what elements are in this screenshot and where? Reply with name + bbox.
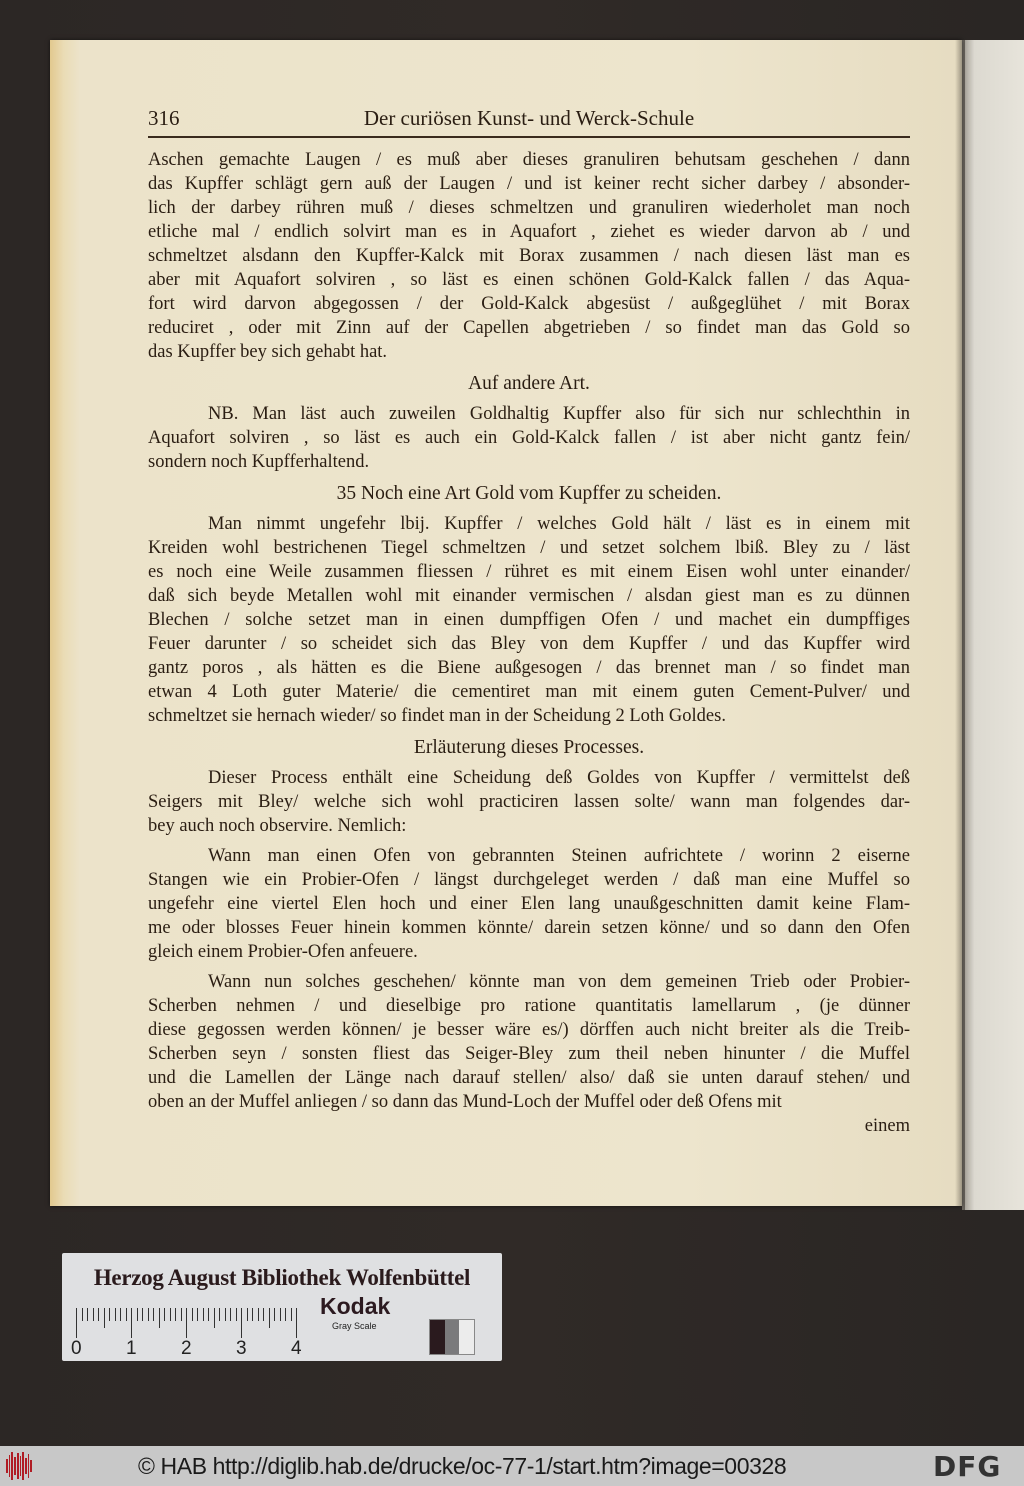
text-line: Kreiden wohl bestrichenen Tiegel schmeltzen / und setzet solchem lbiß. Bley zu / läst bbox=[148, 538, 910, 558]
logo-bar bbox=[11, 1452, 13, 1480]
swatch-light bbox=[459, 1320, 474, 1354]
copyright-url[interactable]: © HAB http://diglib.hab.de/drucke/oc-77-1/start.htm?image=00328 bbox=[138, 1453, 787, 1479]
page-text bbox=[148, 104, 910, 1138]
header-rule bbox=[148, 136, 910, 138]
ruler-tick bbox=[76, 1308, 77, 1338]
ruler-tick bbox=[181, 1308, 182, 1321]
section-heading: 35 Noch eine Art Gold vom Kupffer zu scheiden. bbox=[336, 483, 722, 504]
text-line: schmeltzet sie hernach wieder/ so findet man in der Scheidung 2 Loth Goldes. bbox=[148, 706, 726, 726]
ruler-tick bbox=[192, 1308, 193, 1321]
logo-bar bbox=[22, 1452, 24, 1480]
logo-bar bbox=[17, 1453, 19, 1479]
ruler-tick bbox=[247, 1308, 248, 1321]
ruler-tick bbox=[291, 1308, 292, 1321]
text-line: das Kupffer schlägt gern auß der Laugen / und ist keiner recht sicher darbey / absonder- bbox=[148, 174, 910, 194]
ruler-tick bbox=[186, 1308, 187, 1338]
ruler-tick bbox=[296, 1308, 297, 1338]
ruler-tick bbox=[258, 1308, 259, 1321]
text-line: daß sich beyde Metallen wohl mit einander vermischen / alsdan giest man es zu dünnen bbox=[148, 586, 910, 606]
ruler-tick bbox=[115, 1308, 116, 1321]
text-line: reduciret , oder mit Zinn auf der Capellen abgetrieben / so findet man das Gold so bbox=[148, 318, 910, 338]
ruler-tick bbox=[203, 1308, 204, 1321]
text-line: sondern noch Kupfferhaltend. bbox=[148, 452, 370, 472]
text-line: bey auch noch observire. Nemlich: bbox=[148, 816, 407, 836]
gray-scale-swatch bbox=[429, 1319, 475, 1355]
text-line: Aquafort solviren , so läst es auch ein Gold-Kalck fallen / ist aber nicht gantz fein/ bbox=[148, 428, 910, 448]
logo-bar bbox=[20, 1456, 22, 1476]
ruler-tick bbox=[197, 1308, 198, 1321]
section-heading: Auf andere Art. bbox=[468, 373, 590, 394]
page-gutter-shadow bbox=[955, 40, 965, 1210]
ruler-tick bbox=[274, 1308, 275, 1321]
text-line: oben an der Muffel anliegen / so dann das Mund-Loch der Muffel oder deß Ofens mit bbox=[148, 1092, 782, 1112]
paragraph bbox=[148, 844, 910, 964]
text-line: und die Lamellen der Länge nach darauf stellen/ also/ daß sie unten darauf stehen/ und bbox=[148, 1068, 910, 1088]
catchword: einem bbox=[864, 1116, 910, 1136]
ruler-tick bbox=[225, 1308, 226, 1321]
text-line: diese gegossen werden können/ je besser wäre es/) dörffen auch nicht breiter als die Treib- bbox=[148, 1020, 910, 1040]
text-line: das Kupffer bey sich gehabt hat. bbox=[148, 342, 388, 362]
gray-scale-label: Gray Scale bbox=[332, 1321, 377, 1331]
ruler-tick bbox=[219, 1308, 220, 1321]
ruler-tick bbox=[87, 1308, 88, 1321]
paragraph bbox=[148, 970, 910, 1114]
page-number: 316 bbox=[148, 106, 180, 130]
ruler-tick bbox=[148, 1308, 149, 1321]
text-line: NB. Man läst auch zuweilen Goldhaltig Kupffer also für sich nur schlechthin in bbox=[208, 404, 910, 424]
text-line: Scherben seyn / sonsten fliest das Seiger-Bley zum theil neben hinunter / die Muffel bbox=[148, 1044, 910, 1064]
text-line: Wann man einen Ofen von gebrannten Steinen aufrichtete / worinn 2 eiserne bbox=[208, 846, 910, 866]
ruler-tick bbox=[164, 1308, 165, 1321]
hab-logo-icon bbox=[6, 1452, 32, 1480]
running-header bbox=[148, 104, 910, 132]
paragraph bbox=[148, 402, 910, 474]
ruler-tick bbox=[159, 1308, 160, 1328]
text-line: gantz poros , als hätten es die Biene außgesogen / das brennet man / so findet man bbox=[148, 658, 910, 678]
running-title: Der curiösen Kunst- und Werck-Schule bbox=[363, 106, 695, 130]
ruler-label: 3 bbox=[236, 1338, 247, 1359]
text-line: lich der darbey rühren muß / dieses schmeltzen und granuliren wiederholet man noch bbox=[148, 198, 910, 218]
ruler-tick bbox=[252, 1308, 253, 1321]
ruler-tick bbox=[131, 1308, 132, 1338]
ruler-tick bbox=[214, 1308, 215, 1328]
text-line: Stangen wie ein Probier-Ofen / längst durchgeleget werden / daß man eine Muffel so bbox=[148, 870, 910, 890]
facing-page-edge bbox=[962, 40, 1024, 1210]
ruler-tick bbox=[208, 1308, 209, 1321]
ruler-tick bbox=[109, 1308, 110, 1321]
ruler-label: 2 bbox=[181, 1338, 192, 1359]
ruler-tick bbox=[137, 1308, 138, 1321]
text-line: aber mit Aquafort solviren , so läst es einen schönen Gold-Kalck fallen / das Aqua- bbox=[148, 270, 910, 290]
ruler-tick bbox=[280, 1308, 281, 1321]
logo-bar bbox=[28, 1454, 30, 1478]
ruler-tick bbox=[241, 1308, 242, 1338]
text-line: fort wird darvon abgegossen / der Gold-Kalck abgesüst / außgeglühet / mit Borax bbox=[148, 294, 910, 314]
ruler-tick bbox=[93, 1308, 94, 1321]
paragraph bbox=[148, 512, 910, 728]
text-line: Dieser Process enthält eine Scheidung deß Goldes von Kupffer / vermittelst deß bbox=[208, 768, 910, 788]
text-line: Feuer darunter / so scheidet sich das Bley von dem Kupffer / und das Kupffer wird bbox=[148, 634, 910, 654]
ruler-tick bbox=[263, 1308, 264, 1321]
logo-bar bbox=[30, 1460, 32, 1472]
ruler-label: 0 bbox=[71, 1338, 82, 1359]
paragraph bbox=[148, 766, 910, 838]
swatch-dark bbox=[430, 1320, 445, 1354]
ruler-tick bbox=[142, 1308, 143, 1321]
ruler-tick bbox=[98, 1308, 99, 1321]
footer-bar bbox=[0, 1446, 1024, 1486]
logo-bar bbox=[25, 1458, 27, 1474]
dfg-logo: DFG bbox=[933, 1450, 1002, 1483]
text-line: gleich einem Probier-Ofen anfeuere. bbox=[148, 942, 418, 962]
logo-bar bbox=[6, 1459, 8, 1473]
section-heading: Erläuterung dieses Processes. bbox=[413, 737, 645, 758]
ruler-tick bbox=[82, 1308, 83, 1321]
text-line: Scherben nehmen / und dieselbige pro ratione quantitatis lamellarum , (je dünner bbox=[148, 996, 910, 1016]
ruler-label: 1 bbox=[126, 1338, 137, 1359]
text-line: etliche mal / endlich solvirt man es in Aquafort , ziehet es wieder darvon ab / und bbox=[148, 222, 910, 242]
library-color-card bbox=[62, 1253, 502, 1361]
ruler-label: 4 bbox=[291, 1338, 302, 1359]
paragraph bbox=[148, 148, 910, 364]
text-line: etwan 4 Loth guter Materie/ die cementiret man mit einem guten Cement-Pulver/ und bbox=[148, 682, 910, 702]
text-line: me oder blosses Feuer hinein kommen könnte/ darein setzen könne/ und so dann den Ofen bbox=[148, 918, 910, 938]
text-line: ungefehr eine viertel Elen hoch und einer Elen lang unaußgeschnitten damit keine Flam- bbox=[148, 894, 910, 914]
text-line: Aschen gemachte Laugen / es muß aber dieses granuliren behutsam geschehen / dann bbox=[148, 150, 910, 170]
text-line: schmeltzet alsdann den Kupffer-Kalck mit Borax zusammen / nach diesen läst man es bbox=[148, 246, 910, 266]
ruler-tick bbox=[230, 1308, 231, 1321]
kodak-brand: Kodak bbox=[320, 1293, 391, 1319]
text-line: Man nimmt ungefehr lbij. Kupffer / welches Gold hält / läst es in einem mit bbox=[208, 514, 910, 534]
logo-bar bbox=[14, 1457, 16, 1475]
ruler-tick bbox=[285, 1308, 286, 1321]
text-line: Blechen / solche setzet man in einen dumpffigen Ofen / und machet ein dumpffiges bbox=[148, 610, 910, 630]
text-line: Seigers mit Bley/ welche sich wohl practiciren lassen solte/ wann man folgendes dar- bbox=[148, 792, 910, 812]
logo-bar bbox=[9, 1455, 11, 1477]
swatch-mid bbox=[445, 1320, 460, 1354]
ruler-tick bbox=[170, 1308, 171, 1321]
ruler-tick bbox=[120, 1308, 121, 1321]
ruler-tick bbox=[153, 1308, 154, 1321]
page-body bbox=[148, 148, 910, 1138]
scale-ruler bbox=[71, 1308, 316, 1359]
ruler-tick bbox=[175, 1308, 176, 1321]
ruler-tick bbox=[269, 1308, 270, 1328]
ruler-tick bbox=[104, 1308, 105, 1328]
text-line: Wann nun solches geschehen/ könnte man von dem gemeinen Trieb oder Probier- bbox=[208, 972, 910, 992]
ruler-tick bbox=[126, 1308, 127, 1321]
text-line: es noch eine Weile zusammen fliessen / rühret es mit einem Eisen wohl unter einander/ bbox=[148, 562, 910, 582]
institution-name: Herzog August Bibliothek Wolfenbüttel bbox=[93, 1265, 471, 1290]
ruler-tick bbox=[236, 1308, 237, 1321]
